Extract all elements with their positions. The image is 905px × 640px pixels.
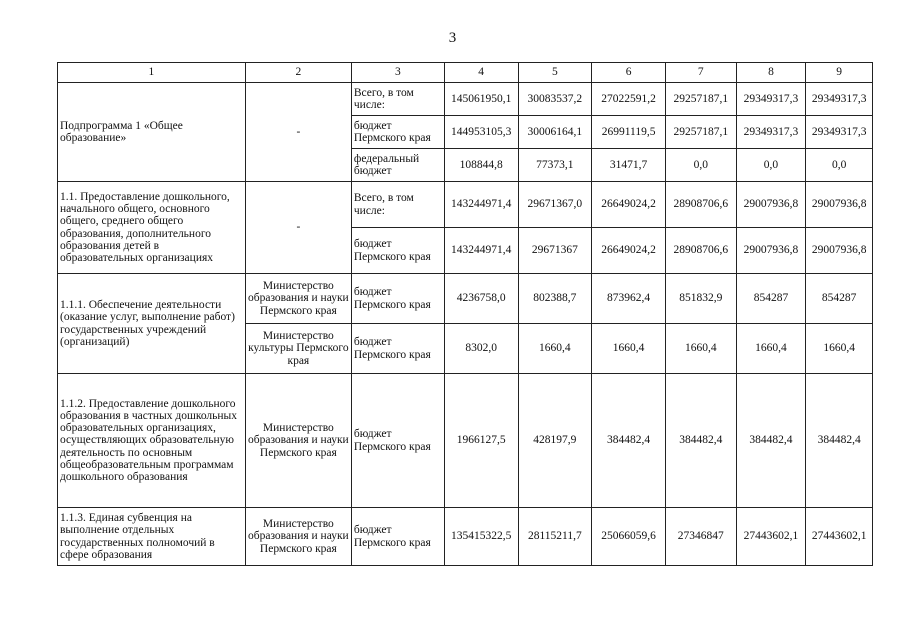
amount-cell: 28908706,6	[665, 182, 736, 228]
amount-cell: 143244971,4	[444, 228, 518, 274]
amount-cell: 25066059,6	[592, 508, 666, 566]
amount-cell: 854287	[806, 274, 873, 324]
column-header: 3	[351, 63, 444, 83]
executor: Министерство образования и науки Пермского края	[245, 508, 351, 566]
column-header: 5	[518, 63, 592, 83]
program-name: 1.1.2. Предоставление дошкольного образования в частных дошкольных образовательных организациях, осуществляющих образовательную деятельность по основным общеобразовательным программам дошкольного образования	[58, 374, 246, 508]
executor: Министерство образования и науки Пермского края	[245, 274, 351, 324]
amount-cell: 8302,0	[444, 324, 518, 374]
table-row	[58, 508, 873, 566]
amount-cell: 0,0	[736, 149, 806, 182]
amount-cell: 29349317,3	[736, 116, 806, 149]
column-header: 8	[736, 63, 806, 83]
amount-cell: 29349317,3	[806, 83, 873, 116]
amount-cell: 384482,4	[806, 374, 873, 508]
amount-cell: 0,0	[806, 149, 873, 182]
amount-cell: 1660,4	[518, 324, 592, 374]
column-header: 1	[58, 63, 246, 83]
amount-cell: 384482,4	[665, 374, 736, 508]
executor: -	[245, 182, 351, 274]
amount-cell: 0,0	[665, 149, 736, 182]
amount-cell: 31471,7	[592, 149, 666, 182]
program-name: Подпрограмма 1 «Общее образование»	[58, 83, 246, 182]
column-header: 7	[665, 63, 736, 83]
amount-cell: 145061950,1	[444, 83, 518, 116]
amount-cell: 77373,1	[518, 149, 592, 182]
amount-cell: 29007936,8	[806, 228, 873, 274]
amount-cell: 30083537,2	[518, 83, 592, 116]
amount-cell: 29671367	[518, 228, 592, 274]
amount-cell: 143244971,4	[444, 182, 518, 228]
amount-cell: 27443602,1	[736, 508, 806, 566]
amount-cell: 29007936,8	[806, 182, 873, 228]
funding-source: бюджет Пермского края	[351, 374, 444, 508]
amount-cell: 1660,4	[592, 324, 666, 374]
page-number: 3	[448, 30, 457, 46]
amount-cell: 108844,8	[444, 149, 518, 182]
funding-source: бюджет Пермского края	[351, 508, 444, 566]
funding-source: бюджет Пермского края	[351, 116, 444, 149]
executor: Министерство образования и науки Пермского края	[245, 374, 351, 508]
amount-cell: 1660,4	[806, 324, 873, 374]
amount-cell: 873962,4	[592, 274, 666, 324]
funding-source: Всего, в том числе:	[351, 182, 444, 228]
amount-cell: 28115211,7	[518, 508, 592, 566]
column-header: 2	[245, 63, 351, 83]
header-row	[58, 63, 873, 83]
amount-cell: 135415322,5	[444, 508, 518, 566]
column-header: 4	[444, 63, 518, 83]
table-row	[58, 374, 873, 508]
amount-cell: 4236758,0	[444, 274, 518, 324]
amount-cell: 29257187,1	[665, 116, 736, 149]
amount-cell: 384482,4	[736, 374, 806, 508]
amount-cell: 27022591,2	[592, 83, 666, 116]
amount-cell: 851832,9	[665, 274, 736, 324]
table-body	[58, 83, 873, 566]
amount-cell: 854287	[736, 274, 806, 324]
table-row	[58, 83, 873, 116]
amount-cell: 30006164,1	[518, 116, 592, 149]
amount-cell: 29349317,3	[806, 116, 873, 149]
executor: -	[245, 83, 351, 182]
funding-source: федеральный бюджет	[351, 149, 444, 182]
table-row	[58, 182, 873, 228]
column-header: 9	[806, 63, 873, 83]
funding-source: бюджет Пермского края	[351, 274, 444, 324]
program-name: 1.1.3. Единая субвенция на выполнение отдельных государственных полномочий в сфере образования	[58, 508, 246, 566]
amount-cell: 384482,4	[592, 374, 666, 508]
amount-cell: 27443602,1	[806, 508, 873, 566]
amount-cell: 26649024,2	[592, 228, 666, 274]
funding-source: бюджет Пермского края	[351, 324, 444, 374]
executor: Министерство культуры Пермского края	[245, 324, 351, 374]
funding-source: Всего, в том числе:	[351, 83, 444, 116]
amount-cell: 1660,4	[665, 324, 736, 374]
amount-cell: 29007936,8	[736, 182, 806, 228]
program-name: 1.1. Предоставление дошкольного, начального общего, основного общего, среднего общего образования, дополнительного образования детей в образовательных организациях	[58, 182, 246, 274]
amount-cell: 26991119,5	[592, 116, 666, 149]
amount-cell: 428197,9	[518, 374, 592, 508]
amount-cell: 1660,4	[736, 324, 806, 374]
program-name: 1.1.1. Обеспечение деятельности (оказание услуг, выполнение работ) государственных учреждений (организаций)	[58, 274, 246, 374]
amount-cell: 802388,7	[518, 274, 592, 324]
amount-cell: 29007936,8	[736, 228, 806, 274]
amount-cell: 27346847	[665, 508, 736, 566]
amount-cell: 144953105,3	[444, 116, 518, 149]
amount-cell: 29349317,3	[736, 83, 806, 116]
amount-cell: 26649024,2	[592, 182, 666, 228]
table-row	[58, 274, 873, 324]
amount-cell: 28908706,6	[665, 228, 736, 274]
column-header: 6	[592, 63, 666, 83]
amount-cell: 1966127,5	[444, 374, 518, 508]
amount-cell: 29671367,0	[518, 182, 592, 228]
budget-table	[57, 62, 873, 566]
amount-cell: 29257187,1	[665, 83, 736, 116]
funding-source: бюджет Пермского края	[351, 228, 444, 274]
